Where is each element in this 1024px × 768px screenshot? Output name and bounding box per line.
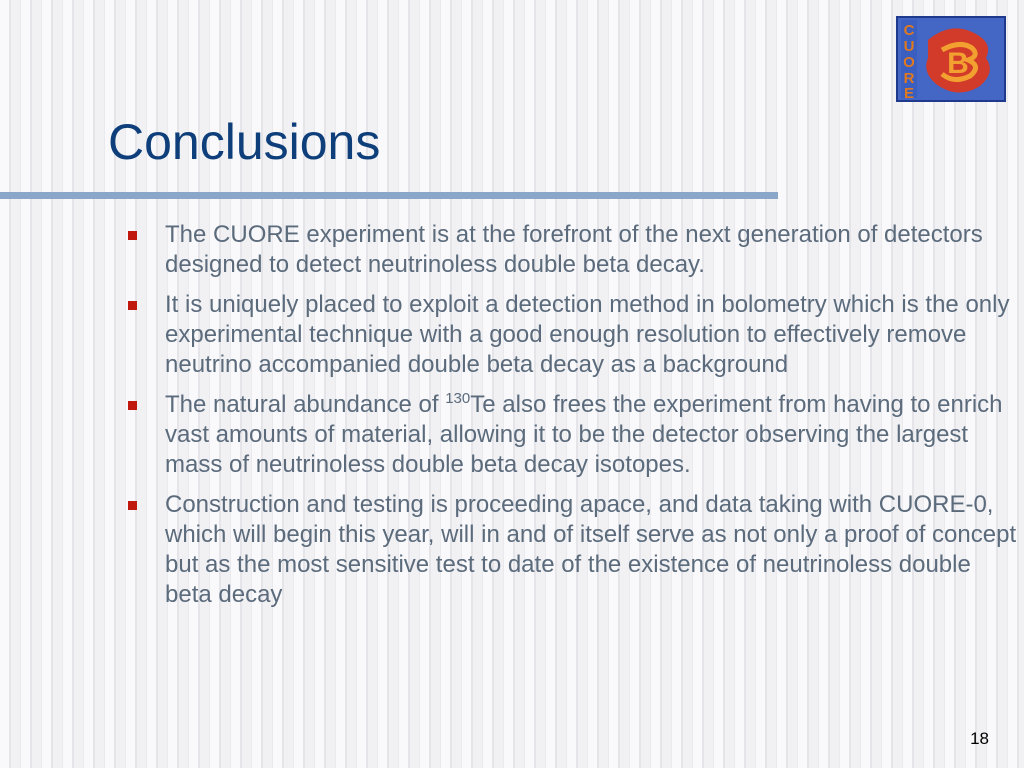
bullet-item [128, 220, 1020, 280]
logo [896, 16, 1006, 102]
bullet-square-icon [128, 501, 137, 510]
isotope-mass-number: 130 [445, 390, 471, 407]
bullet-square-icon [128, 231, 137, 240]
logo-letter-e: E [903, 85, 915, 100]
bullet-text: Construction and testing is proceeding apace, and data taking with CUORE-0, which will begin this year, will in and of itself serve as not only a proof of concept but as the most sensitive test to date of the existence of neutrinoless double beta decay [165, 491, 1017, 608]
bullet-item [128, 490, 1020, 610]
page-number: 18 [970, 729, 989, 748]
bullet-text: It is uniquely placed to exploit a detection method in bolometry which is the only experimental technique with a good enough resolution to effectively remove neutrino accompanied double beta decay as a background [165, 291, 1010, 378]
logo-emblem: B [947, 47, 969, 80]
bullet-list [128, 220, 1020, 620]
title-divider [0, 192, 778, 199]
bullet-text-before: The natural abundance of [165, 391, 446, 418]
logo-letter-r: R [903, 70, 915, 87]
bullet-item [128, 390, 1020, 480]
bullet-text-after: Te also frees the experiment from having to enrich vast amounts of material, allowing it to be the detector observing the largest mass of neutrinoless double beta decay isotopes. [165, 391, 1003, 478]
logo-letter-u: U [903, 38, 915, 55]
cuore-logo-icon [898, 18, 1004, 100]
bullet-square-icon [128, 401, 137, 410]
bullet-text: The CUORE experiment is at the forefront of the next generation of detectors designed to detect neutrinoless double beta decay. [165, 221, 983, 278]
slide-title: Conclusions [108, 114, 381, 170]
bullet-square-icon [128, 301, 137, 310]
logo-letter-o: O [903, 54, 915, 71]
bullet-item [128, 290, 1020, 380]
logo-letter-c: C [903, 22, 915, 39]
